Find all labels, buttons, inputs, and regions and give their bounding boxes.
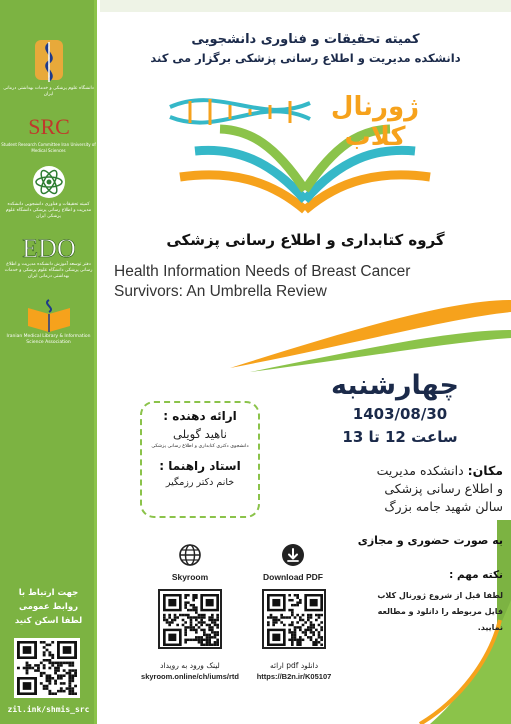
research-committee-logo [0, 162, 97, 220]
download-url[interactable]: https://B2n.ir/K05107 [256, 672, 332, 681]
skyroom-qr-code[interactable] [158, 589, 222, 649]
advisor-label: استاد راهنما : [159, 459, 241, 473]
logo-caption: دفتر توسعه آموزش دانشکده مدیریت و اطلاع رسانی پزشکی دانشگاه علوم پزشکی و خدمات بهداشتی درمانی ایران [4, 262, 93, 279]
logo-caption: دانشگاه علوم پزشکی و خدمات بهداشتی درمانی ایران [3, 86, 94, 97]
event-date: 1403/08/30 [352, 405, 448, 423]
contact-line: جهت ارتباط با [18, 588, 79, 598]
skyroom-caption [130, 660, 250, 682]
logo-caption: Iranian Medical Library & Information Science Association [6, 334, 91, 345]
note-title: نکته مهم : [449, 569, 503, 581]
location-label: مکان: [467, 463, 503, 478]
contact-text [0, 586, 97, 628]
journal-club-title: ژورنال کلاب [330, 92, 420, 152]
imlisa-logo [0, 296, 97, 346]
location-line-1: دانشکده مدیریت [376, 463, 464, 478]
edo-logo-text: EDO [21, 234, 76, 262]
location-line-2: و اطلاع رسانی پزشکی [384, 481, 503, 496]
contact-qr-code[interactable] [14, 638, 80, 698]
contact-line: روابط عمومی [18, 602, 79, 612]
note-line: لطفا قبل از شروع ژورنال کلاب [377, 591, 503, 600]
note-text [308, 588, 503, 636]
qr-icon [267, 594, 323, 646]
download-label: Download PDF [263, 572, 323, 582]
download-icon[interactable] [281, 543, 305, 567]
logo-caption: Student Research Committee Iran University of Medical Sciences [1, 142, 96, 153]
edo-logo [0, 232, 97, 280]
location-line-3: سالن شهید جامه بزرگ [384, 499, 503, 514]
header-line-2: دانشکده مدیریت و اطلاع رسانی پزشکی برگزار می کند [150, 51, 461, 65]
globe-icon[interactable] [178, 543, 202, 567]
event-location [308, 462, 503, 516]
skyroom-url[interactable]: skyroom.online/ch/iums/rtd [141, 672, 239, 681]
skyroom-caption-fa: لینک ورود به رویداد [160, 661, 220, 670]
src-logo-mark [21, 110, 77, 142]
event-mode: به صورت حضوری و مجازی [357, 534, 503, 547]
paper-title: Health Information Needs of Breast Cancer Survivors: An Umbrella Review [114, 263, 411, 300]
qr-icon [163, 594, 219, 646]
note-line: نمایید. [477, 623, 503, 632]
contact-link[interactable]: zil.ink/shmis_src [7, 705, 90, 714]
atom-icon [30, 162, 68, 202]
presenter-label: ارائه دهنده : [163, 409, 237, 423]
tums-logo [0, 38, 97, 98]
event-time: ساعت 12 تا 13 [342, 428, 458, 446]
department-title: گروه کتابداری و اطلاع رسانی پزشکی [166, 231, 445, 249]
src-logo [0, 110, 97, 154]
presenter-name: ناهید گویلی [173, 427, 227, 441]
contact-line: لطفا اسکن کنید [14, 616, 83, 626]
presenter-subtitle: دانشجوی دکتری کتابداری و اطلاع رسانی پزشکی [151, 444, 249, 449]
sidebar [0, 0, 97, 724]
download-caption-fa: دانلود pdf ارائه [269, 661, 319, 670]
qr-icon [17, 641, 77, 695]
event-day: چهارشنبه [331, 370, 459, 401]
caduceus-icon [31, 38, 67, 86]
download-caption [234, 660, 354, 682]
book-icon [24, 296, 74, 334]
note-line: فایل مربوطه را دانلود و مطالعه [377, 607, 503, 616]
src-logo-text: SRC [27, 114, 70, 139]
advisor-name: خانم دکتر رزمگیر [165, 477, 235, 488]
skyroom-label: Skyroom [171, 572, 209, 582]
edo-logo-mark [16, 232, 82, 262]
logo-caption: کمیته تحقیقات و فناوری دانشجویی دانشکده مدیریت و اطلاع رسانی پزشکی دانشگاه علوم پزشکی ایران [5, 202, 92, 219]
presenter-box [140, 401, 260, 518]
header-line-1: کمیته تحقیقات و فناوری دانشجویی [191, 32, 420, 47]
download-qr-code[interactable] [262, 589, 326, 649]
main-content [100, 0, 511, 724]
